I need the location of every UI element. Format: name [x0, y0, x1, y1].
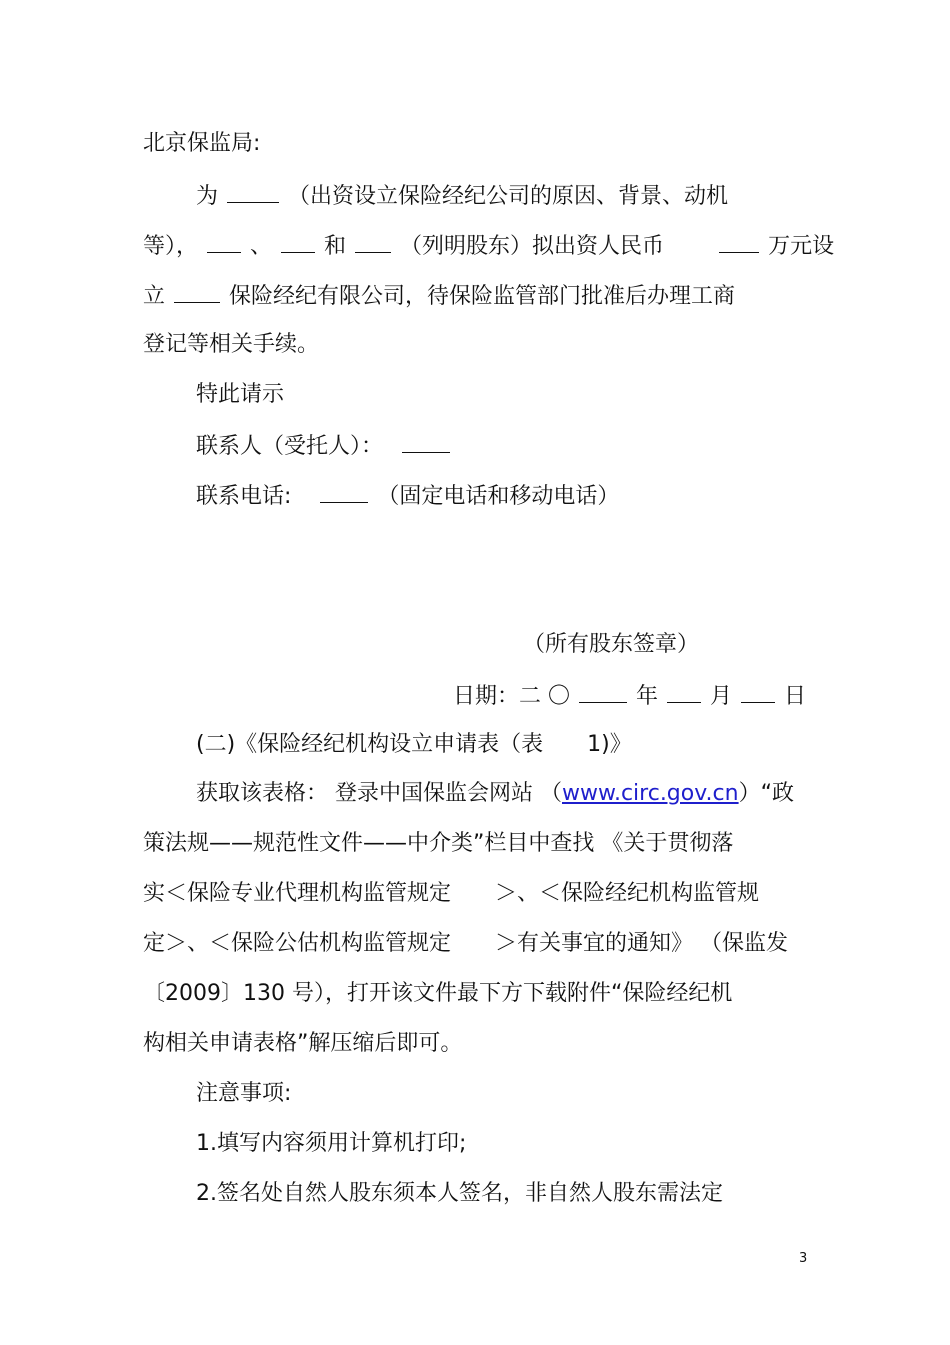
blank-field — [355, 232, 391, 253]
text: （出资设立保险经纪公司的原因、背景、动机 — [288, 184, 729, 209]
letter-body-line-1 — [196, 182, 728, 210]
obtain-line-3: 实＜保险专业代理机构监管规定 ＞、＜保险经纪机构监管规 — [143, 881, 760, 906]
text: （列明股东）拟出资人民币 — [400, 234, 665, 259]
section-heading: (二)《保险经纪机构设立申请表（表 1)》 — [196, 732, 632, 757]
text: （固定电话和移动电话） — [377, 484, 620, 509]
blank-field — [741, 682, 775, 703]
blank-field — [207, 232, 241, 253]
obtain-line-5: 〔2009〕130 号），打开该文件最下方下载附件“保险经纪机 — [143, 981, 733, 1006]
notes-heading: 注意事项: — [196, 1081, 292, 1106]
text: 联系电话: — [196, 484, 292, 509]
date-line — [453, 682, 806, 710]
signature-line: （所有股东签章） — [523, 632, 700, 657]
text: 日期：二 〇 — [453, 684, 570, 709]
letter-closing: 特此请示 — [196, 382, 285, 407]
blank-field — [667, 682, 701, 703]
blank-field — [320, 482, 368, 503]
text: 保险经纪有限公司，待保险监管部门批准后办理工商 — [229, 284, 736, 309]
obtain-line-6: 构相关申请表格”解压缩后即可。 — [143, 1031, 463, 1056]
obtain-line-4: 定＞、＜保险公估机构监管规定 ＞有关事宜的通知》 （保监发 — [143, 931, 788, 956]
contact-phone-line — [196, 482, 619, 510]
blank-field — [579, 682, 627, 703]
text: 日 — [784, 684, 807, 709]
blank-field — [281, 232, 315, 253]
text: 万元设 — [768, 234, 835, 259]
text: 等）， — [143, 234, 199, 259]
text: 联系人（受托人）： — [196, 434, 384, 459]
blank-field — [227, 182, 279, 203]
text: 年 — [636, 684, 659, 709]
letter-body-line-2 — [143, 232, 834, 260]
website-link[interactable]: www.circ.gov.cn — [562, 781, 739, 806]
text: 和 — [324, 234, 347, 259]
blank-field — [402, 432, 450, 453]
note-item-2: 2.签名处自然人股东须本人签名，非自然人股东需法定 — [196, 1181, 723, 1206]
obtain-line-1 — [196, 781, 794, 807]
page-number: 3 — [799, 1251, 808, 1266]
contact-person-line — [196, 432, 452, 460]
note-item-1: 1.填写内容须用计算机打印; — [196, 1131, 467, 1156]
obtain-line-2: 策法规——规范性文件——中介类”栏目中查找 《关于贯彻落 — [143, 831, 734, 856]
text: 为 — [196, 184, 219, 209]
letter-body-line-3 — [143, 282, 735, 310]
letter-body-line-4: 登记等相关手续。 — [143, 332, 320, 357]
text: 、 — [250, 234, 273, 259]
text: ）“政 — [738, 781, 794, 806]
blank-field — [719, 232, 759, 253]
text: 获取该表格： 登录中国保监会网站 （ — [196, 781, 562, 806]
text: 月 — [710, 684, 733, 709]
letter-addressee: 北京保监局: — [143, 131, 261, 156]
text: 立 — [143, 284, 166, 309]
blank-field — [174, 282, 220, 303]
